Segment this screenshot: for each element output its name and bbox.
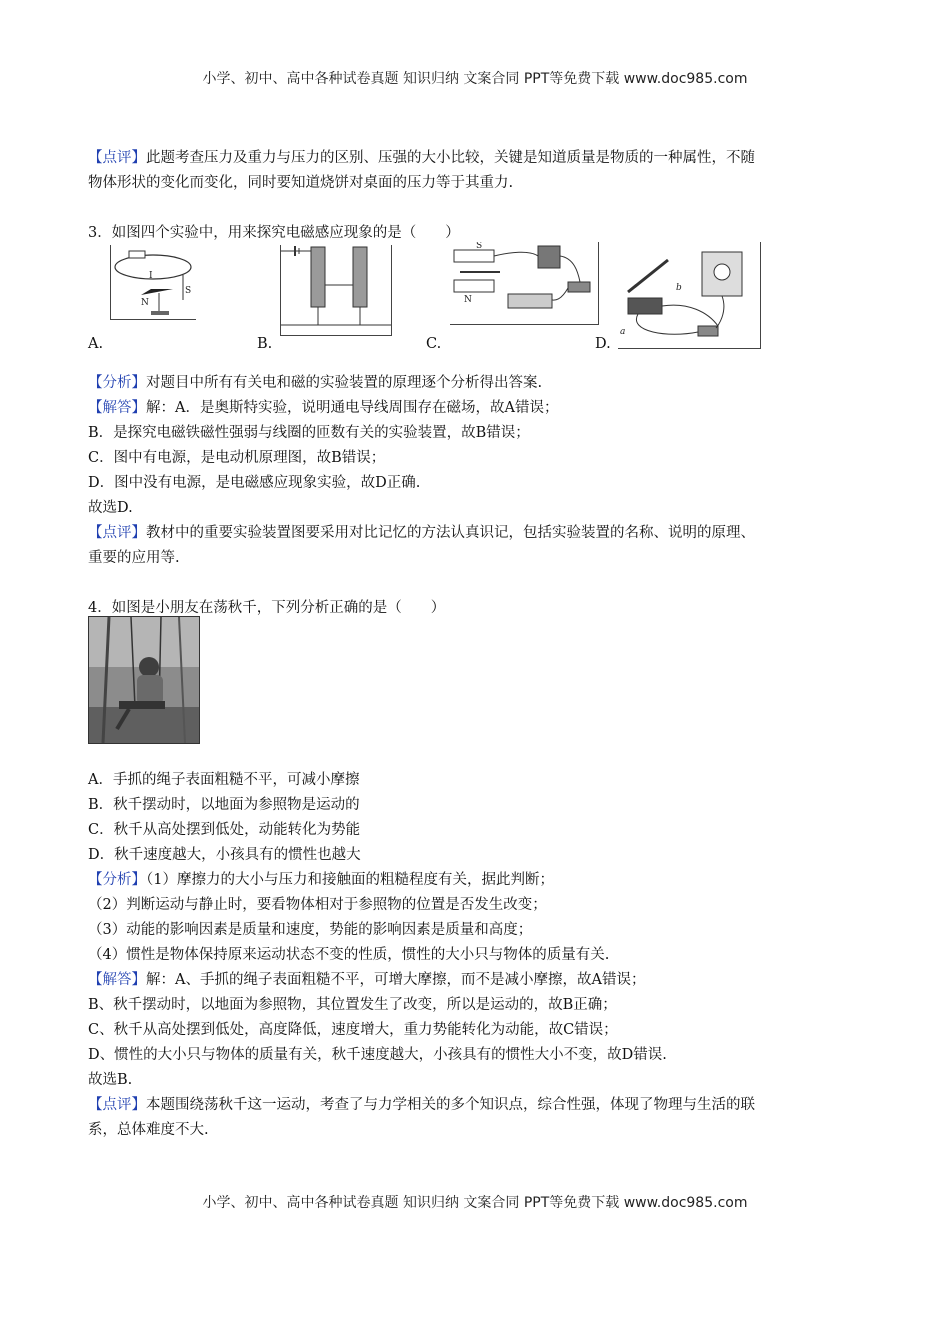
swing-photo [88,616,200,744]
q3-answer-line3: C．图中有电源，是电动机原理图，故B错误； [88,450,386,466]
page-footer: 小学、初中、高中各种试卷真题 知识归纳 文案合同 PPT等免费下载 www.doc985.com [202,1195,748,1211]
q2-comment-line2: 物体形状的变化而变化，同时要知道烧饼对桌面的压力等于其重力. [88,175,514,191]
q3-option-d-label: D. [595,336,611,352]
q3-option-c-label: C. [426,336,442,352]
q4-analysis-line2: （2）判断运动与静止时，要看物体相对于参照物的位置是否发生改变； [88,897,547,913]
q3-answer-line2: B．是探究电磁铁磁性强弱与线圈的匝数有关的实验装置，故B错误； [88,425,530,441]
q4-answer-line3: C、秋千从高处摆到低处，高度降低，速度增大，重力势能转化为动能，故C错误； [88,1022,618,1038]
q4-option-a: A．手抓的绳子表面粗糙不平，可减小摩擦 [88,772,360,788]
q4-comment-line1: 【点评】本题围绕荡秋千这一运动，考查了与力学相关的多个知识点，综合性强，体现了物理与生活的联 [88,1097,755,1113]
q3-answer-line1: 【解答】解：A．是奥斯特实验，说明通电导线周围存在磁场，故A错误； [88,400,559,416]
q4-answer-line2: B、秋千摆动时，以地面为参照物，其位置发生了改变，所以是运动的，故B正确； [88,997,617,1013]
q3-comment-line1: 【点评】教材中的重要实验装置图要采用对比记忆的方法认真识记，包括实验装置的名称、说明的原理、 [88,525,755,541]
q4-analysis-line4: （4）惯性是物体保持原来运动状态不变的性质，惯性的大小只与物体的质量有关. [88,947,610,963]
q3-figure-b [280,245,392,336]
q3-figure-a [110,245,196,320]
electromagnet-diagram [281,245,391,335]
q4-answer-line5: 故选B. [88,1072,133,1088]
q2-comment-line1: 【点评】此题考查压力及重力与压力的区别、压强的大小比较，关键是知道质量是物质的一种属性，不随 [88,150,755,166]
fig-a-n-label: N [141,298,149,308]
q4-answer-line1: 【解答】解：A、手抓的绳子表面粗糙不平，可增大摩擦，而不是减小摩擦，故A错误； [88,972,646,988]
fig-a-current-label: I [149,271,153,281]
q3-stem: 3．如图四个实验中，用来探究电磁感应现象的是（ ） [88,225,460,241]
induction-diagram [618,242,760,348]
motor-diagram [450,242,598,324]
q3-option-b-label: B. [257,336,273,352]
q4-analysis-line1: 【分析】（1）摩擦力的大小与压力和接触面的粗糙程度有关，据此判断； [88,872,554,888]
oersted-diagram [111,245,196,319]
comment-tag: 【点评】 [88,150,146,166]
q4-answer-line4: D、惯性的大小只与物体的质量有关，秋千速度越大，小孩具有的惯性大小不变，故D错误. [88,1047,667,1063]
fig-d-a-label: a [620,327,626,337]
q4-stem: 4．如图是小朋友在荡秋千，下列分析正确的是（ ） [88,600,446,616]
q3-answer-line5: 故选D. [88,500,133,516]
page-header: 小学、初中、高中各种试卷真题 知识归纳 文案合同 PPT等免费下载 www.doc985.com [202,71,748,87]
q4-option-b: B．秋千摆动时，以地面为参照物是运动的 [88,797,360,813]
q4-option-d: D．秋千速度越大，小孩具有的惯性也越大 [88,847,361,863]
q4-comment-line2: 系，总体难度不大. [88,1122,209,1138]
q3-option-a-label: A. [88,336,104,352]
fig-c-s-label: S [476,242,483,251]
fig-a-s-label: S [185,286,192,296]
q3-answer-line4: D．图中没有电源，是电磁感应现象实验，故D正确. [88,475,421,491]
q3-comment-line2: 重要的应用等. [88,550,180,566]
q4-analysis-line3: （3）动能的影响因素是质量和速度，势能的影响因素是质量和高度； [88,922,533,938]
swing-photo-image [89,617,199,743]
q3-figure-c [450,242,599,325]
fig-d-b-label: b [676,283,682,293]
q3-figure-d [618,242,761,349]
q3-analysis: 【分析】对题目中所有有关电和磁的实验装置的原理逐个分析得出答案. [88,375,543,391]
fig-c-n-label: N [464,295,472,305]
q4-option-c: C．秋千从高处摆到低处，动能转化为势能 [88,822,361,838]
